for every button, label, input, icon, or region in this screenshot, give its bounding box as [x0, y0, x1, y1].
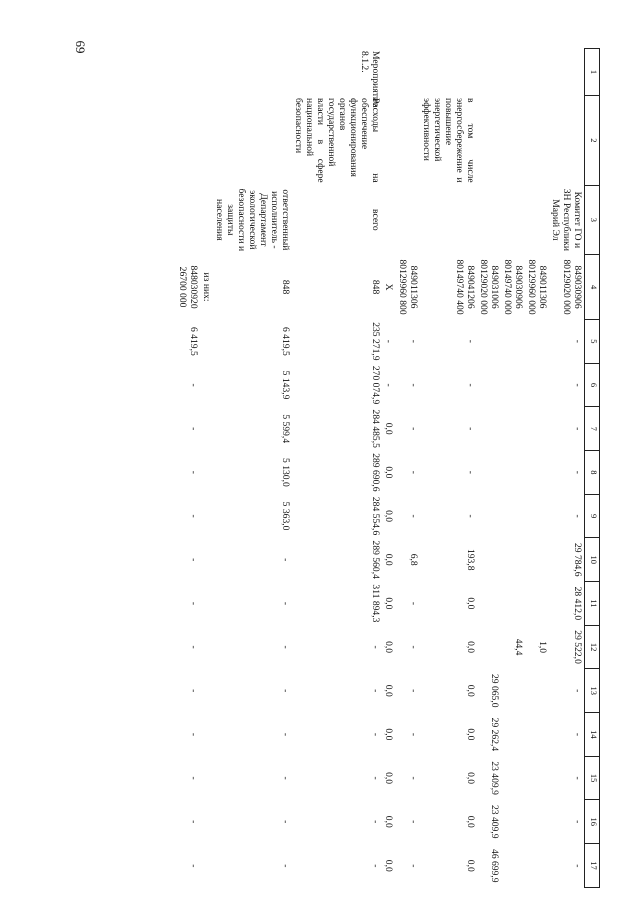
column-number-3: 3 — [585, 185, 600, 254]
column-number-6: 6 — [585, 363, 600, 407]
value-cell-col-14: - — [407, 732, 419, 737]
event-name-cell — [477, 96, 501, 186]
value-cell-col-15: 0,0 — [464, 772, 476, 785]
value-cell-col-5 — [501, 320, 525, 364]
value-cell-col-17: - — [407, 864, 419, 868]
value-cell-col-7 — [501, 407, 525, 451]
event-number-cell — [382, 49, 395, 96]
table-body — [176, 49, 585, 888]
value-cell-col-8: - — [187, 470, 199, 474]
value-cell-col-5 — [525, 320, 549, 364]
column-number-5: 5 — [585, 320, 600, 364]
value-cell-col-5: - — [407, 339, 419, 343]
column-number-16: 16 — [585, 800, 600, 844]
value-cell-col-12: - — [187, 645, 199, 649]
value-cell-col-7: - — [407, 427, 419, 431]
value-cell-col-16: - — [187, 820, 199, 824]
budget-code-cell: 849011306 80129960 800 — [396, 259, 419, 315]
value-cell-col-11 — [501, 582, 525, 626]
budget-code-cell: 848 — [280, 279, 292, 295]
value-cell-col-15: - — [370, 776, 382, 780]
value-cell-col-7 — [525, 407, 549, 451]
value-cell-col-14: - — [280, 732, 292, 737]
value-cell-col-13: - — [572, 689, 583, 693]
value-cell-col-15: - — [407, 776, 419, 780]
value-cell-col-15: - — [572, 776, 583, 780]
budget-code-cell: из них: — [201, 272, 212, 302]
value-cell-col-16: - — [572, 820, 583, 824]
value-cell-col-11 — [477, 582, 501, 626]
value-cell-col-15: 0,0 — [383, 772, 395, 785]
value-cell-col-6 — [501, 363, 525, 407]
value-cell-col-9: 0,0 — [383, 510, 395, 523]
value-cell-col-7: - — [464, 427, 476, 431]
value-cell-col-10: 0,0 — [383, 553, 395, 566]
value-cell-col-7: 284 485,5 — [370, 409, 382, 448]
event-name-cell — [382, 96, 395, 186]
value-cell-col-15 — [501, 756, 525, 800]
value-cell-col-8: 0,0 — [383, 466, 395, 479]
table-row — [420, 49, 477, 888]
value-cell-col-15: - — [280, 776, 292, 780]
value-cell-col-16: 0,0 — [383, 815, 395, 828]
value-cell-col-8 — [200, 451, 213, 495]
event-name-cell — [549, 96, 585, 186]
value-cell-col-11: - — [407, 601, 419, 606]
value-cell-col-12 — [477, 625, 501, 669]
value-cell-col-14: 0,0 — [383, 728, 395, 741]
value-cell-col-5: 6 419,5 — [187, 326, 199, 356]
value-cell-col-11: - — [280, 601, 292, 606]
table-row — [549, 49, 585, 888]
value-cell-col-13: 29 065,0 — [488, 673, 500, 708]
value-cell-col-5: 235 271,9 — [370, 322, 382, 361]
value-cell-col-14 — [525, 713, 549, 757]
value-cell-col-11: - — [187, 601, 199, 606]
executor-cell — [501, 185, 525, 254]
budget-code-cell: 849011306 80129960 000 — [525, 259, 548, 315]
value-cell-col-10: 289 560,4 — [370, 540, 382, 579]
value-cell-col-8 — [525, 451, 549, 495]
value-cell-col-12: 0,0 — [383, 641, 395, 654]
column-number-15: 15 — [585, 756, 600, 800]
column-number-13: 13 — [585, 669, 600, 713]
value-cell-col-9: - — [572, 514, 583, 518]
value-cell-col-12: - — [280, 645, 292, 649]
value-cell-col-12: - — [407, 645, 419, 649]
value-cell-col-16 — [501, 800, 525, 844]
value-cell-col-6: 270 074,9 — [370, 365, 382, 405]
value-cell-col-12: 44,4 — [512, 638, 524, 656]
value-cell-col-16 — [200, 800, 213, 844]
executor-cell — [477, 185, 501, 254]
value-cell-col-16: 23 409,9 — [488, 804, 500, 839]
column-number-14: 14 — [585, 713, 600, 757]
event-name-cell — [501, 96, 525, 186]
value-cell-col-9 — [200, 494, 213, 538]
value-cell-col-13 — [525, 669, 549, 713]
value-cell-col-6: - — [572, 383, 583, 387]
value-cell-col-11: 311 894,3 — [370, 584, 382, 623]
value-cell-col-11: 28 412,0 — [572, 586, 583, 621]
value-cell-col-15 — [200, 756, 213, 800]
value-cell-col-6: 5 143,9 — [280, 370, 292, 400]
column-number-12: 12 — [585, 625, 600, 669]
value-cell-col-14: - — [572, 732, 583, 737]
value-cell-col-7: 0,0 — [383, 422, 395, 435]
value-cell-col-14: - — [187, 732, 199, 737]
value-cell-col-17: - — [280, 864, 292, 868]
value-cell-col-12: 29 522,0 — [572, 630, 583, 664]
value-cell-col-9: - — [464, 514, 476, 518]
value-cell-col-9: - — [407, 514, 419, 518]
value-cell-col-12: - — [370, 645, 382, 649]
budget-code-cell: 848 — [370, 279, 382, 295]
executor-cell — [382, 185, 395, 254]
table-row — [200, 49, 213, 888]
value-cell-col-17: 46 699,9 — [488, 849, 500, 883]
value-cell-col-11 — [525, 582, 549, 626]
value-cell-col-8: - — [572, 470, 583, 474]
value-cell-col-6: - — [464, 383, 476, 387]
executor-cell: Комитет ГО и ЗН Республики Марий Эл — [549, 188, 583, 251]
value-cell-col-9: - — [187, 514, 199, 518]
table-row — [213, 49, 292, 888]
value-cell-col-8: - — [407, 470, 419, 474]
event-number-cell — [525, 49, 549, 96]
value-cell-col-9 — [501, 494, 525, 538]
value-cell-col-10: 6,8 — [407, 553, 419, 566]
value-cell-col-5: - — [572, 339, 583, 343]
column-number-10: 10 — [585, 538, 600, 582]
executor-cell — [420, 185, 477, 254]
value-cell-col-7: - — [187, 427, 199, 431]
executor-cell — [396, 185, 420, 254]
executor-cell — [200, 185, 213, 254]
value-cell-col-5 — [200, 320, 213, 364]
value-cell-col-10: - — [187, 558, 199, 562]
value-cell-col-14: - — [370, 732, 382, 737]
event-number-cell: Мероприятие 8.1.2. — [359, 51, 382, 107]
column-number-9: 9 — [585, 494, 600, 538]
value-cell-col-16: 0,0 — [464, 815, 476, 828]
column-number-8: 8 — [585, 451, 600, 495]
value-cell-col-8: 5 130,0 — [280, 458, 292, 487]
budget-code-cell: 849030906 80129020 000 — [560, 259, 583, 315]
value-cell-col-15: - — [187, 776, 199, 780]
value-cell-col-9: 284 554,6 — [370, 496, 382, 536]
table-row — [292, 49, 382, 888]
rotated-table-wrapper — [100, 48, 600, 888]
column-number-1: 1 — [585, 49, 600, 96]
executor-cell — [176, 185, 200, 254]
table-row — [396, 49, 420, 888]
table-row — [176, 49, 200, 888]
executor-cell: ответственный исполнитель - Департамент экологической безопасности и защиты населения — [214, 188, 292, 252]
value-cell-col-17: 0,0 — [383, 859, 395, 872]
value-cell-col-11 — [200, 582, 213, 626]
value-cell-col-13: - — [187, 689, 199, 693]
value-cell-col-8 — [501, 451, 525, 495]
column-number-7: 7 — [585, 407, 600, 451]
value-cell-col-16: - — [280, 820, 292, 824]
value-cell-col-8 — [477, 451, 501, 495]
event-name-cell — [525, 96, 549, 186]
event-name-cell — [396, 96, 420, 186]
event-name-cell: в том числе энергосбережение и повышение энергетической эффективности — [420, 98, 476, 183]
page-number: 69 — [73, 40, 88, 54]
value-cell-col-6: - — [383, 383, 395, 387]
value-cell-col-14: 0,0 — [464, 728, 476, 741]
value-cell-col-13: - — [407, 689, 419, 693]
budget-table — [176, 48, 600, 888]
value-cell-col-14: 29 262,4 — [488, 717, 500, 752]
value-cell-col-17 — [525, 844, 549, 888]
event-number-cell — [549, 49, 585, 96]
value-cell-col-7: - — [572, 427, 583, 431]
event-number-cell — [420, 49, 477, 96]
value-cell-col-17: - — [370, 864, 382, 868]
value-cell-col-12: 1,0 — [536, 641, 548, 654]
executor-cell: всего — [370, 209, 382, 231]
column-number-4: 4 — [585, 255, 600, 320]
value-cell-col-10: - — [280, 558, 292, 562]
value-cell-col-7: 5 599,4 — [280, 414, 292, 444]
value-cell-col-10 — [501, 538, 525, 582]
event-name-cell — [213, 96, 292, 186]
event-number-cell — [213, 49, 292, 96]
value-cell-col-6 — [477, 363, 501, 407]
value-cell-col-17 — [200, 844, 213, 888]
value-cell-col-10 — [477, 538, 501, 582]
value-cell-col-13: - — [280, 689, 292, 693]
budget-code-cell: 849031006 80129020 000 — [477, 259, 500, 315]
value-cell-col-9 — [525, 494, 549, 538]
value-cell-col-16: - — [407, 820, 419, 824]
value-cell-col-10: 193,8 — [464, 548, 476, 571]
value-cell-col-12 — [200, 625, 213, 669]
value-cell-col-17: - — [572, 864, 583, 868]
table-row — [477, 49, 501, 888]
value-cell-col-13: - — [370, 689, 382, 693]
value-cell-col-15: 23 409,9 — [488, 761, 500, 795]
value-cell-col-16: - — [370, 820, 382, 824]
column-number-2: 2 — [585, 96, 600, 186]
value-cell-col-10: 29 784,6 — [572, 542, 583, 577]
value-cell-col-14 — [501, 713, 525, 757]
budget-code-cell: 848030920 26700 000 — [176, 265, 199, 309]
value-cell-col-5: - — [464, 339, 476, 343]
value-cell-col-13: 0,0 — [464, 684, 476, 697]
event-number-cell — [176, 49, 200, 96]
table-row — [525, 49, 549, 888]
value-cell-col-7 — [200, 407, 213, 451]
budget-code-cell: X — [383, 283, 395, 291]
value-cell-col-13: 0,0 — [383, 684, 395, 697]
budget-code-cell: 849041206 80149740 400 — [453, 259, 476, 315]
value-cell-col-8: 289 690,6 — [370, 453, 382, 492]
event-name-cell: Расходы на обеспечение функционирования органов государственной власти в сфере национальной безопасности — [293, 98, 382, 183]
executor-cell — [525, 185, 549, 254]
value-cell-col-17: - — [187, 864, 199, 868]
value-cell-col-6 — [200, 363, 213, 407]
value-cell-col-12: 0,0 — [464, 641, 476, 654]
event-number-cell — [396, 49, 420, 96]
value-cell-col-5: - — [383, 339, 395, 343]
budget-code-cell: 849030906 80149740 000 — [501, 259, 524, 315]
value-cell-col-11: 0,0 — [383, 597, 395, 610]
value-cell-col-17 — [501, 844, 525, 888]
event-name-cell — [176, 96, 200, 186]
event-number-cell — [477, 49, 501, 96]
event-name-cell — [200, 96, 213, 186]
table-row — [382, 49, 395, 888]
event-number-cell — [200, 49, 213, 96]
value-cell-col-10 — [525, 538, 549, 582]
value-cell-col-6: - — [187, 383, 199, 387]
value-cell-col-14 — [200, 713, 213, 757]
event-number-cell — [501, 49, 525, 96]
column-number-11: 11 — [585, 582, 600, 626]
value-cell-col-9 — [477, 494, 501, 538]
value-cell-col-11: 0,0 — [464, 597, 476, 610]
value-cell-col-9: 5 363,0 — [280, 501, 292, 531]
value-cell-col-16 — [525, 800, 549, 844]
value-cell-col-5 — [477, 320, 501, 364]
value-cell-col-15 — [525, 756, 549, 800]
table-row — [501, 49, 525, 888]
value-cell-col-7 — [477, 407, 501, 451]
value-cell-col-13 — [200, 669, 213, 713]
value-cell-col-13 — [501, 669, 525, 713]
value-cell-col-6: - — [407, 383, 419, 387]
column-number-row — [585, 49, 600, 888]
value-cell-col-5: 6 419,5 — [280, 326, 292, 356]
value-cell-col-8: - — [464, 470, 476, 474]
value-cell-col-10 — [200, 538, 213, 582]
value-cell-col-6 — [525, 363, 549, 407]
value-cell-col-17: 0,0 — [464, 859, 476, 872]
column-number-17: 17 — [585, 844, 600, 888]
